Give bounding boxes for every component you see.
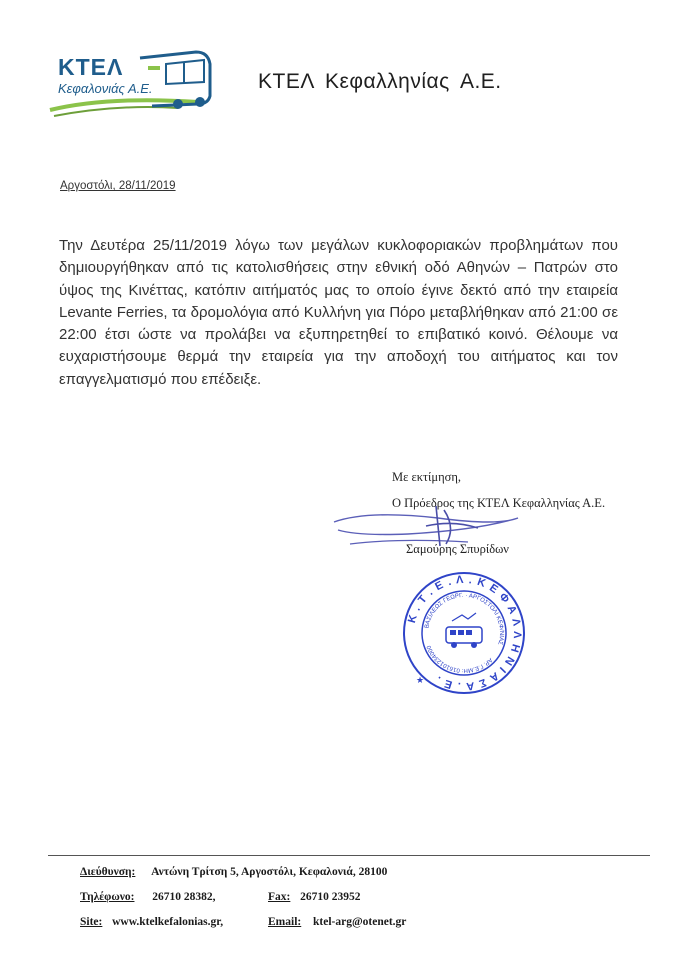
stamp-outer-text: Κ . Τ . Ε . Λ . Κ Ε Φ Α Λ Λ Η Ν Ι Α Σ Α . Ε . — [406, 573, 524, 693]
stamp-bus-icon — [446, 613, 482, 648]
email-label: Email: — [268, 916, 302, 928]
stamp-inner-text: ΒΑΣΙΛΕΩΣ ΓΕΩΡΓ. · ΑΡΓΟΣΤΟΛΙ ΚΕΦ/ΝΙΑΣ — [424, 592, 505, 646]
phone-value: 26710 28382, — [152, 891, 216, 903]
site-link[interactable]: www.ktelkefalonias.gr, — [112, 916, 224, 928]
svg-text:★: ★ — [416, 676, 425, 686]
logo-subtitle: Κεφαλονιάς Α.Ε. — [58, 81, 153, 96]
closing-position: Ο Πρόεδρος της ΚΤΕΛ Κεφαλληνίας Α.Ε. — [392, 496, 606, 510]
company-stamp — [402, 571, 526, 695]
company-logo — [48, 44, 218, 120]
letterhead — [0, 0, 679, 130]
letter-body — [59, 235, 618, 391]
body-paragraph: Την Δευτέρα 25/11/2019 λόγω των μεγάλων κυκλοφοριακών προβλημάτων που δημιουργήθηκαν από τις κατολισθήσεις στην εθνική οδό Αθηνών – Πατρών στο ύψος της Κινέττας, κατόπιν αιτήματός μας το οποίο έγινε δεκτό από την εταιρεία Levante Ferries, τα δρομολόγια από Κυλλήνη για Πόρο μεταβλήθηκαν από 21:00 σε 22:00 έτσι ώστε να προλάβει να εξυπηρετηθεί το επιβατικό κοινό. Θέλουμε να ευχαριστήσουμε θερμά την εταιρεία για την αποδοχή του αιτήματος και τον επαγγελματισμό που επέδειξε. — [59, 237, 618, 388]
stamp-id-text: ΑΡ. Γ.Ε.ΜΗ: 016101234000 — [426, 644, 494, 674]
address-label: Διεύθυνση: — [80, 866, 136, 878]
company-title: ΚΤΕΛ Κεφαλληνίας Α.Ε. — [258, 70, 502, 93]
email-link[interactable]: ktel-arg@otenet.gr — [312, 916, 407, 928]
site-label: Site: — [80, 916, 103, 928]
phone-label: Τηλέφωνο: — [80, 891, 135, 903]
svg-text:ΑΡ. Γ.Ε.ΜΗ: 016101234000 — [426, 644, 493, 673]
footer-divider — [48, 855, 650, 856]
fax-label: Fax: — [268, 891, 291, 903]
address-value: Αντώνη Τρίτση 5, Αργοστόλι, Κεφαλονιά, 28100 — [151, 866, 388, 878]
signatory-name: Σαμούρης Σπυρίδων — [406, 542, 509, 556]
letter-date: Αργοστόλι, 28/11/2019 — [60, 180, 176, 192]
fax-value: 26710 23952 — [300, 891, 361, 903]
closing-regards: Με εκτίμηση, — [392, 470, 462, 484]
logo-wordmark: ΚΤΕΛ — [58, 54, 124, 80]
